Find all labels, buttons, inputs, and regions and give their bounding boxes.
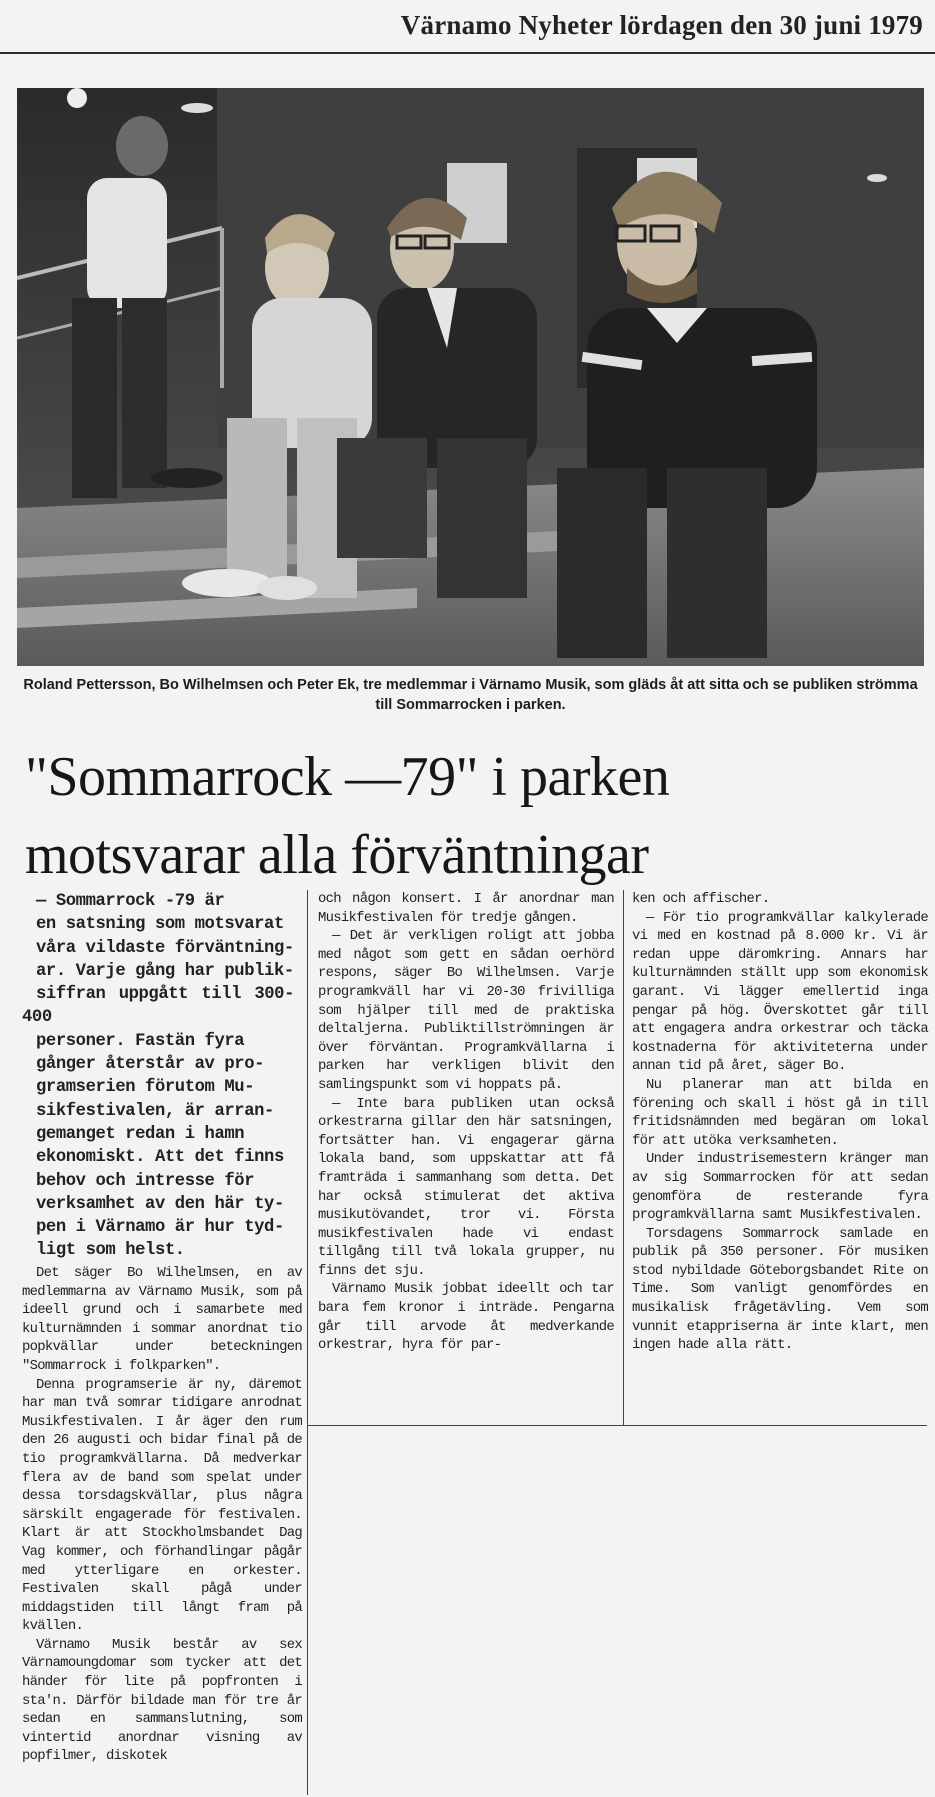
lead-line: siffran uppgått till 300-400 — [22, 985, 294, 1028]
lead-line: personer. Fastän fyra — [36, 1031, 245, 1051]
lead-line: gånger återstår av pro- — [36, 1055, 265, 1075]
headline-line-2: motsvarar alla förväntningar — [25, 824, 649, 886]
body-paragraph: — Det är verkligen roligt att jobba med något som gett en sådan oerhörd respons, säger Bo Wilhelmsen. Varje programkväll har vi 20-30 frivilliga som hjälper till med de praktiska deltaljerna. Publiktillströmningen är över förväntan. Programkvällarna i parken har verkligen blivit den samlingspunkt som vi hoppats på. — [318, 928, 614, 1093]
body-paragraph: — För tio programkvällar kalkylerade vi med en kostnad på 8.000 kr. Vi är redan uppe däromkring. Annars har kulturnämnden ställt upp som ekonomisk garant. Vi lägger emellertid inga pengar på hög. Överskottet går till att engagera andra orkestrar och täcka kostnaderna för aktiviteterna under annan tid på året, säger Bo. — [632, 909, 928, 1075]
body-paragraph: och någon konsert. I år anordnar man Musikfestivalen för tredje gången. — [318, 891, 614, 926]
lead-line: behov och intresse för — [36, 1171, 255, 1191]
body-paragraph: Denna programserie är ny, däremot har man två somrar tidigare anrodnat Musikfestivalen. I år äger den rum den 26 augusti och bidar final på de tio programkvällarna. Då medverkar flera av de band som spelat under dessa torsdagskvällar, plus några särskilt engagerade för festivalen. Klart är att Stockholmsbandet Dag Vag kommer, och förhandlingar pågår med ytterligare en orkester. Festivalen skall pågå under middagstiden till långt fram på kvällen. — [22, 1376, 302, 1635]
body-paragraph: Värnamo Musik består av sex Värnamoungdomar som tycker att det händer för lite på popfronten i sta'n. Därför bildade man för tre år sedan en sammanslutning, som vintertid anordnar visning av popfilmer, diskotek — [22, 1636, 302, 1765]
photo-illustration — [17, 88, 924, 666]
lead-line: pen i Värnamo är hur tyd- — [36, 1218, 284, 1238]
body-paragraph: Under industrisemestern kränger man av sig Sommarrocken för att sedan genomföra de resterande fyra programkvällarna samt Musikfestivalen. — [632, 1151, 928, 1224]
column-rule — [623, 890, 624, 1425]
article-column-3 — [632, 890, 928, 1355]
newspaper-dateline: Värnamo Nyheter lördagen den 30 juni 1979 — [400, 10, 923, 40]
lead-line: gemanget redan i hamn — [36, 1124, 245, 1144]
article-column-2 — [318, 890, 614, 1355]
lead-line: — Sommarrock -79 är — [36, 892, 225, 911]
body-paragraph: Det säger Bo Wilhelmsen, en av medlemmarna av Värnamo Musik, som på ideell grund och i samarbete med kulturnämnden i sommar anordnat tio popkvällar under beteckningen "Sommarrock i folkparken". — [22, 1265, 302, 1374]
lead-line: våra vildaste förväntning- — [36, 938, 294, 958]
masthead — [0, 0, 935, 54]
article-photo — [17, 88, 924, 666]
body-paragraph: ken och affischer. — [632, 891, 770, 907]
lead-line: verksamhet av den här ty- — [36, 1194, 284, 1214]
lead-line: en satsning som motsvarat — [36, 915, 284, 935]
article-column-1 — [22, 1264, 302, 1766]
lead-paragraph — [22, 890, 294, 1263]
body-paragraph: Nu planerar man att bilda en förening och skall i höst gå in till fritidsnämnden med begäran om lokal för att utöka verksamheten. — [632, 1076, 928, 1149]
lead-line: ekonomiskt. Att det finns — [36, 1148, 284, 1168]
lead-line: gramserien förutom Mu- — [36, 1078, 255, 1098]
column-rule — [307, 890, 308, 1795]
article-headline — [25, 738, 915, 894]
lead-line: sikfestivalen, är arran- — [36, 1101, 274, 1121]
lead-line: ar. Varje gång har publik- — [36, 961, 294, 981]
lead-line: ligt som helst. — [36, 1241, 185, 1261]
headline-line-1: "Sommarrock —79" i parken — [25, 746, 670, 808]
body-paragraph: Torsdagens Sommarrock samlade en publik på 350 personer. För musiken stod nybildade Göteborgsbandet Rite on Time. Som vanligt genomfördes en musikalisk frågetävling. Vem som vunnit etappriserna är inte klart, men ingen hade alla rätt. — [632, 1225, 928, 1354]
body-paragraph: Värnamo Musik jobbat ideellt och tar bara fem kronor i inträde. Pengarna går till arvode åt medverkande orkestrar, hyra för par- — [318, 1281, 614, 1354]
article-end-rule — [307, 1425, 927, 1426]
photo-caption: Roland Pettersson, Bo Wilhelmsen och Peter Ek, tre medlemmar i Värnamo Musik, som gläds åt att sitta och se publiken strömma till Sommarrocken i parken. — [23, 677, 918, 713]
body-paragraph: — Inte bara publiken utan också orkestrarna gillar den här satsningen, fortsätter han. Vi engagerar gärna lokala band, som uppskattar att få framträda i sammanhang som detta. Det har också stimulerat det aktiva musikutövandet, tror vi. Första musikfestivalen hade vi endast tillgång till två lokala grupper, nu finns det sju. — [318, 1095, 614, 1279]
